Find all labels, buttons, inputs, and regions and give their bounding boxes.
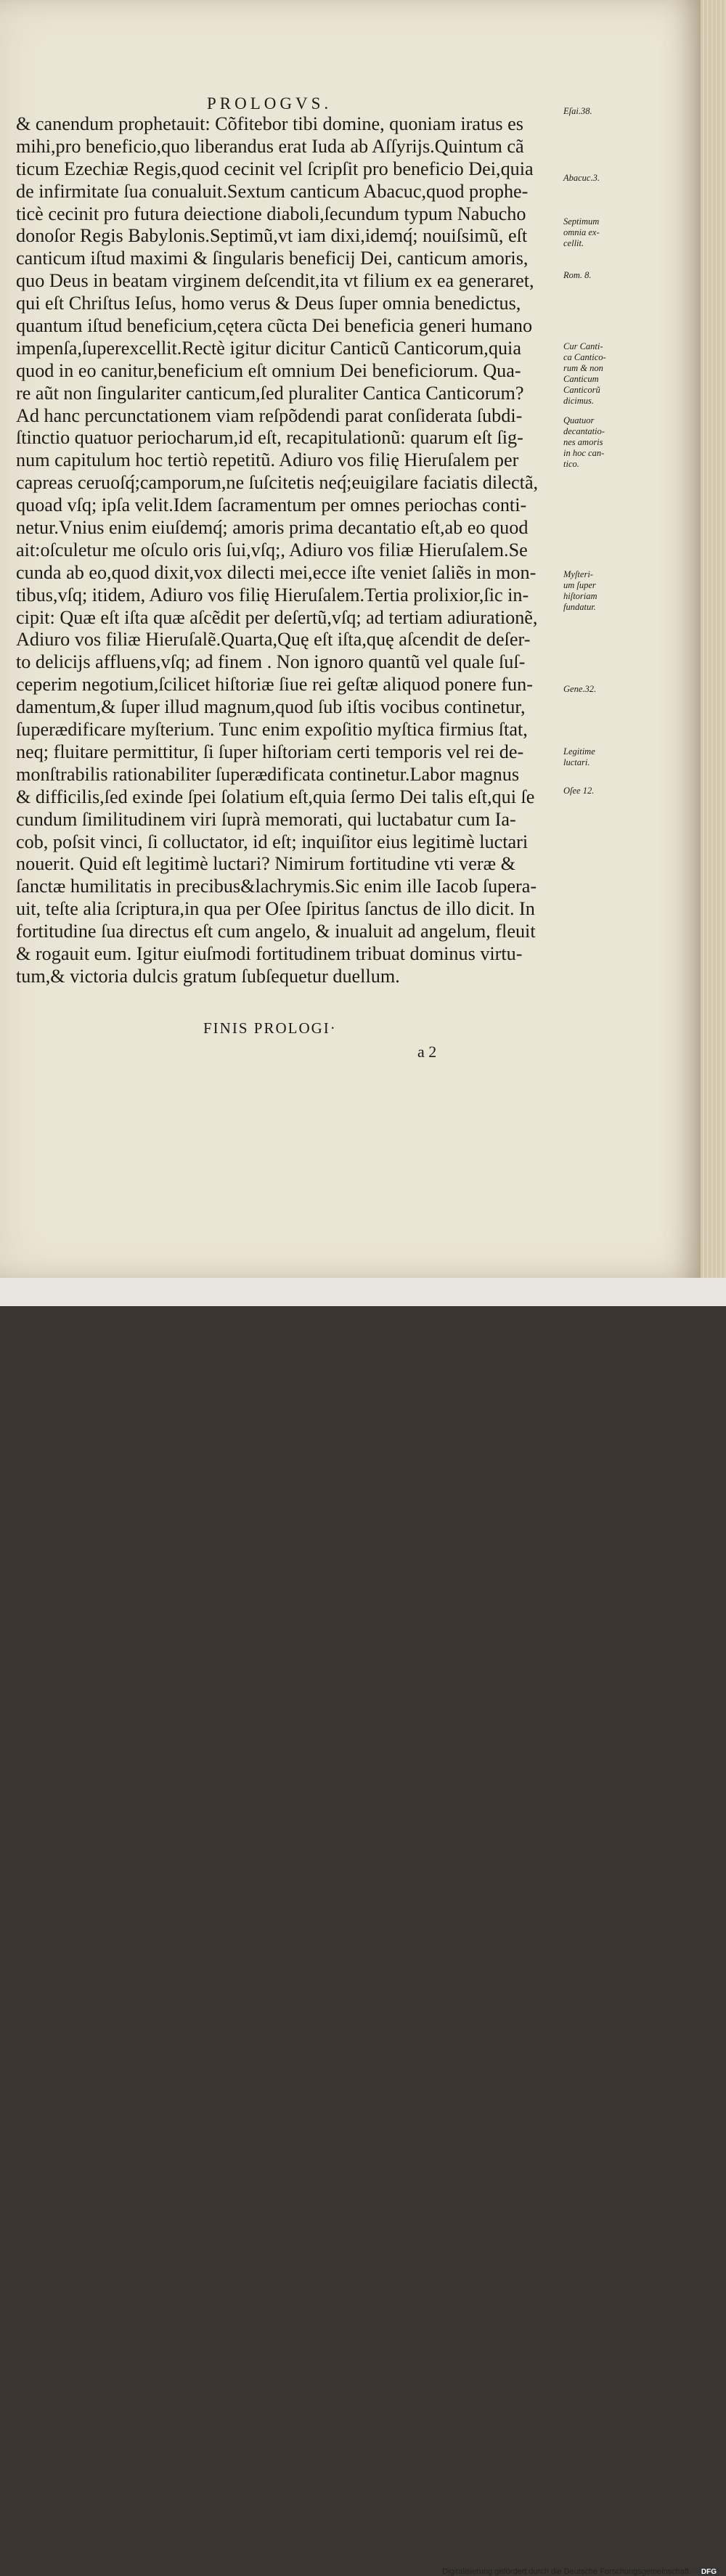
printer-signature: a 2: [417, 1043, 437, 1061]
text-line: qui eſt Chriſtus Ieſus, homo verus & Deus ſuper omnia benedictus,: [16, 293, 521, 314]
text-line: cipit: Quæ eſt iſta quæ aſcẽdit per deſertũ,vſq; ad tertiam adiurationẽ,: [16, 606, 538, 628]
margin-note-line: Rom. 8.: [563, 270, 592, 280]
margin-note-line: Canticorũ: [563, 385, 600, 395]
margin-note-line: fundatur.: [563, 602, 596, 612]
text-line: nouerit. Quid eſt legitimè luctari? Nimirum fortitudine vti veræ &: [16, 853, 515, 875]
text-line: ait:oſculetur me oſculo oris ſui,vſq;, Adiuro vos filiæ Hieruſalem.Se: [16, 539, 528, 561]
text-line: num capitulum hoc tertiò repetitũ. Adiuro vos filię Hieruſalem per: [16, 449, 519, 471]
margin-note: [563, 415, 629, 470]
margin-note-line: Abacuc.3.: [563, 173, 600, 183]
text-line: cunda ab eo,quod dixit,vox dilecti mei,ecce iſte veniet ſaliẽs in mon-: [16, 561, 537, 583]
text-line: & canendum prophetauit: Cõfitebor tibi domine, quoniam iratus es: [16, 113, 523, 134]
dfg-logo-icon: DFG: [699, 2568, 719, 2576]
text-line: & difficilis,ſed exinde ſpei ſolatium eſt,quia ſermo Dei talis eſt,qui ſe: [16, 786, 535, 807]
margin-note: [563, 786, 629, 796]
margin-note-line: ca Cantico-: [563, 352, 606, 362]
text-line: capreas ceruoſq́;camporum,ne ſuſcitetis neq́;euigilare faciatis dilectã,: [16, 472, 539, 494]
text-line: & rogauit eum. Igitur eiuſmodi fortitudinem tribuat dominus virtu-: [16, 942, 523, 964]
margin-note-line: Canticum: [563, 374, 599, 384]
running-head: PROLOGVS.: [207, 94, 333, 113]
margin-note-line: rum & non: [563, 363, 603, 373]
text-line: impenſa,ſuperexcellit.Rectè igitur dicitur Canticũ Canticorum,quia: [16, 337, 521, 359]
text-line: cob, poſsit vinci, ſi colluctator, id eſt; inquiſitor eius legitimè luctari: [16, 831, 529, 852]
margin-note: [563, 341, 629, 407]
text-line: canticum iſtud maximi & ſingularis beneficij Dei, canticum amoris,: [16, 248, 529, 269]
finis-heading: FINIS PROLOGI·: [203, 1019, 337, 1037]
margin-note-line: Eſai.38.: [563, 106, 592, 116]
margin-note-line: luctari.: [563, 757, 590, 767]
margin-note-line: hiſtoriam: [563, 591, 597, 601]
prologue-body-text: [16, 113, 559, 988]
margin-note-line: Quatuor: [563, 415, 595, 425]
margin-note-line: in hoc can-: [563, 448, 605, 458]
text-line: de infirmitate ſua conualuit.Sextum canticum Abacuc,quod prophe-: [16, 180, 529, 202]
text-line: tum,& victoria dulcis gratum ſubſequetur duellum.: [16, 965, 400, 987]
page-block-edge: [701, 0, 726, 1278]
text-line: mihi,pro beneficio,quo liberandus erat Iuda ab Aſſyrijs.Quintum cã: [16, 135, 524, 157]
text-line: ſanctæ humilitatis in precibus&lachrymis.Sic enim ille Iacob ſupera-: [16, 876, 537, 897]
margin-note-line: Cur Canti-: [563, 341, 603, 351]
margin-note-line: decantatio-: [563, 426, 605, 436]
margin-note: [563, 106, 629, 117]
text-line: ſuperædificare myſterium. Tunc enim expoſitio myſtica firmius ſtat,: [16, 719, 528, 741]
text-line: quantum iſtud beneficium,cętera cũcta Dei beneficia generi humano: [16, 315, 533, 337]
text-line: quoad vſq; ipſa velit.Idem ſacramentum per omnes periochas conti-: [16, 494, 527, 516]
margin-note-line: Myſteri-: [563, 569, 593, 579]
margin-note: [563, 684, 629, 695]
margin-note-line: um ſuper: [563, 580, 596, 590]
text-line: uit, teſte alia ſcriptura,in qua per Oſee ſpiritus ſanctus de illo dicit. In: [16, 898, 535, 920]
text-line: ceperim negotium,ſcilicet hiſtoriæ ſiue rei geſtæ aliquod ponere fun-: [16, 674, 533, 696]
text-line: ticum Ezechiæ Regis,quod cecinit vel ſcripſit pro beneficio Dei,quia: [16, 158, 534, 179]
footer-strip: [0, 1278, 726, 2576]
text-line: donoſor Regis Babylonis.Septimũ,vt iam dixi,idemq́; nouiſsimũ, eſt: [16, 225, 528, 247]
text-line: Ad hanc percunctationem viam reſpõdendi parat conſiderata ſubdi-: [16, 404, 523, 426]
text-line: neq; fluitare permittitur, ſi ſuper hiſtoriam certi temporis vel rei de-: [16, 741, 524, 762]
text-line: tibus,vſq; itidem, Adiuro vos filię Hieruſalem.Tertia prolixior,ſic in-: [16, 584, 529, 606]
digitization-credit: [442, 2567, 719, 2576]
margin-note: [563, 173, 629, 184]
text-line: quod in eo canitur,beneficium eſt omnium Dei beneficiorum. Qua-: [16, 359, 521, 381]
margin-note: [563, 270, 629, 281]
margin-note-line: nes amoris: [563, 437, 603, 447]
margin-note-line: Oſee 12.: [563, 786, 595, 796]
text-line: re aũt non ſingulariter canticum,ſed pluraliter Cantica Canticorum?: [16, 382, 524, 404]
text-line: ticè cecinit pro futura deiectione diaboli,ſecundum typum Nabucho: [16, 203, 526, 224]
book-page: [0, 0, 701, 1278]
text-line: Adiuro vos filiæ Hieruſalẽ.Quarta,Quę eſt iſta,quę aſcendit de deſer-: [16, 629, 531, 651]
text-line: netur.Vnius enim eiuſdemq́; amoris prima decantatio eſt,ab eo quod: [16, 517, 529, 539]
text-line: monſtrabilis rationabiliter ſuperædificata continetur.Labor magnus: [16, 763, 520, 785]
margin-note-line: cellit.: [563, 238, 584, 248]
margin-note: [563, 746, 629, 768]
margin-note-line: Gene.32.: [563, 684, 597, 694]
credit-text: Digitalisierung gefördert durch die Deutsche Forschungsgemeinschaft ·: [442, 2567, 694, 2576]
margin-note: [563, 216, 629, 249]
text-line: quo Deus in beatam virginem deſcendit,ita vt filium ex ea generaret,: [16, 270, 534, 292]
margin-note-line: Septimum: [563, 216, 600, 227]
text-line: ſtinctio quatuor periocharum,id eſt, recapitulationũ: quarum eſt ſig-: [16, 427, 523, 449]
margin-note-line: dicimus.: [563, 396, 595, 406]
margin-note-line: Legitime: [563, 746, 595, 757]
margin-note-line: omnia ex-: [563, 227, 600, 237]
text-line: fortitudine ſua directus eſt cum angelo, & inualuit ad angelum, fleuit: [16, 921, 536, 942]
margin-note: [563, 569, 629, 613]
text-line: to delicijs affluens,vſq; ad finem . Non ignoro quantũ vel quale ſuſ-: [16, 651, 526, 673]
text-line: damentum,& ſuper illud magnum,quod ſub iſtis vocibus continetur,: [16, 696, 526, 718]
margin-note-line: tico.: [563, 459, 579, 469]
text-line: cundum ſimilitudinem viri ſuprà memorati, qui luctabatur cum Ia-: [16, 808, 516, 830]
